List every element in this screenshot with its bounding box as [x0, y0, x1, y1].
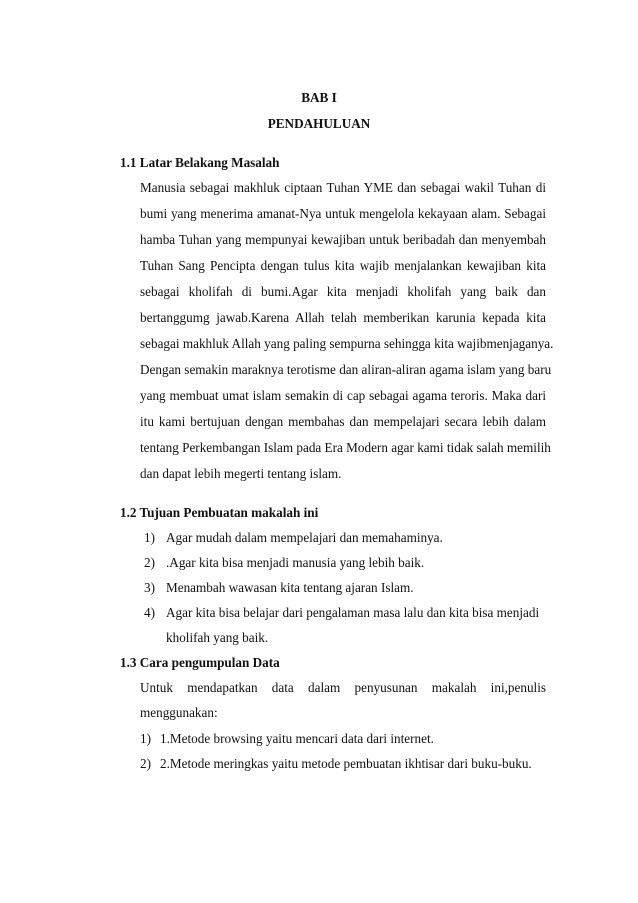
chapter-label: BAB I [301, 90, 337, 105]
list-item-text: Agar kita bisa belajar dari pengalaman masa lalu dan kita bisa menjadi [166, 605, 540, 620]
section-heading-1-2: 1.2 Tujuan Pembuatan makalah ini [120, 505, 319, 520]
list-item-text: Agar mudah dalam mempelajari dan memahaminya. [166, 530, 443, 545]
paragraph-line: Manusia sebagai makhluk ciptaan Tuhan YME dan sebagai wakil Tuhan di [140, 180, 546, 195]
list-item-number: 3) [144, 580, 155, 595]
paragraph-line: yang membuat umat islam semakin di cap sebagai agama teroris. Maka dari [140, 388, 546, 403]
paragraph-line-last: menggunakan: [140, 705, 218, 720]
paragraph-line: bumi yang menerima amanat-Nya untuk mengelola kekayaan alam. Sebagai [140, 206, 546, 221]
list-item-number: 1) [144, 530, 155, 545]
list-item-number: 2) [144, 555, 155, 570]
section-heading-1-3: 1.3 Cara pengumpulan Data [120, 655, 280, 670]
list-item-number: 2) [140, 756, 151, 771]
chapter-title: PENDAHULUAN [267, 116, 371, 131]
list-item-number: 1) [140, 731, 151, 746]
paragraph-line: Tuhan Sang Pencipta dengan tulus kita wajib menjalankan kewajiban kita [140, 258, 546, 273]
list-item-text: 1.Metode browsing yaitu mencari data dari internet. [160, 731, 434, 746]
section-heading-1-1: 1.1 Latar Belakang Masalah [120, 155, 280, 170]
paragraph-line: Dengan semakin maraknya terotisme dan aliran-aliran agama islam yang baru [140, 362, 552, 377]
paragraph-line: itu kami bertujuan dengan membahas dan mempelajari secara lebih dalam [140, 414, 546, 429]
list-item-number: 4) [144, 605, 155, 620]
paragraph-line: Untuk mendapatkan data dalam penyusunan makalah ini,penulis [140, 680, 546, 695]
paragraph-line: sebagai makhluk Allah yang paling sempurna sehingga kita wajibmenjaganya. [140, 336, 554, 351]
paragraph-line: tentang Perkembangan Islam pada Era Modern agar kami tidak salah memilih [140, 440, 551, 455]
list-item-text-continued: kholifah yang baik. [166, 630, 269, 645]
paragraph-line: bertanggumg jawab.Karena Allah telah memberikan karunia kepada kita [140, 310, 546, 325]
paragraph-line: hamba Tuhan yang mempunyai kewajiban untuk beribadah dan menyembah [140, 232, 546, 247]
list-item-text: Menambah wawasan kita tentang ajaran Islam. [166, 580, 414, 595]
list-item-text: 2.Metode meringkas yaitu metode pembuatan ikhtisar dari buku-buku. [160, 756, 532, 771]
paragraph-line-last: dan dapat lebih megerti tentang islam. [140, 466, 342, 481]
list-item-text: .Agar kita bisa menjadi manusia yang lebih baik. [166, 555, 425, 570]
paragraph-line: sebagai kholifah di bumi.Agar kita menjadi kholifah yang baik dan [140, 284, 546, 299]
